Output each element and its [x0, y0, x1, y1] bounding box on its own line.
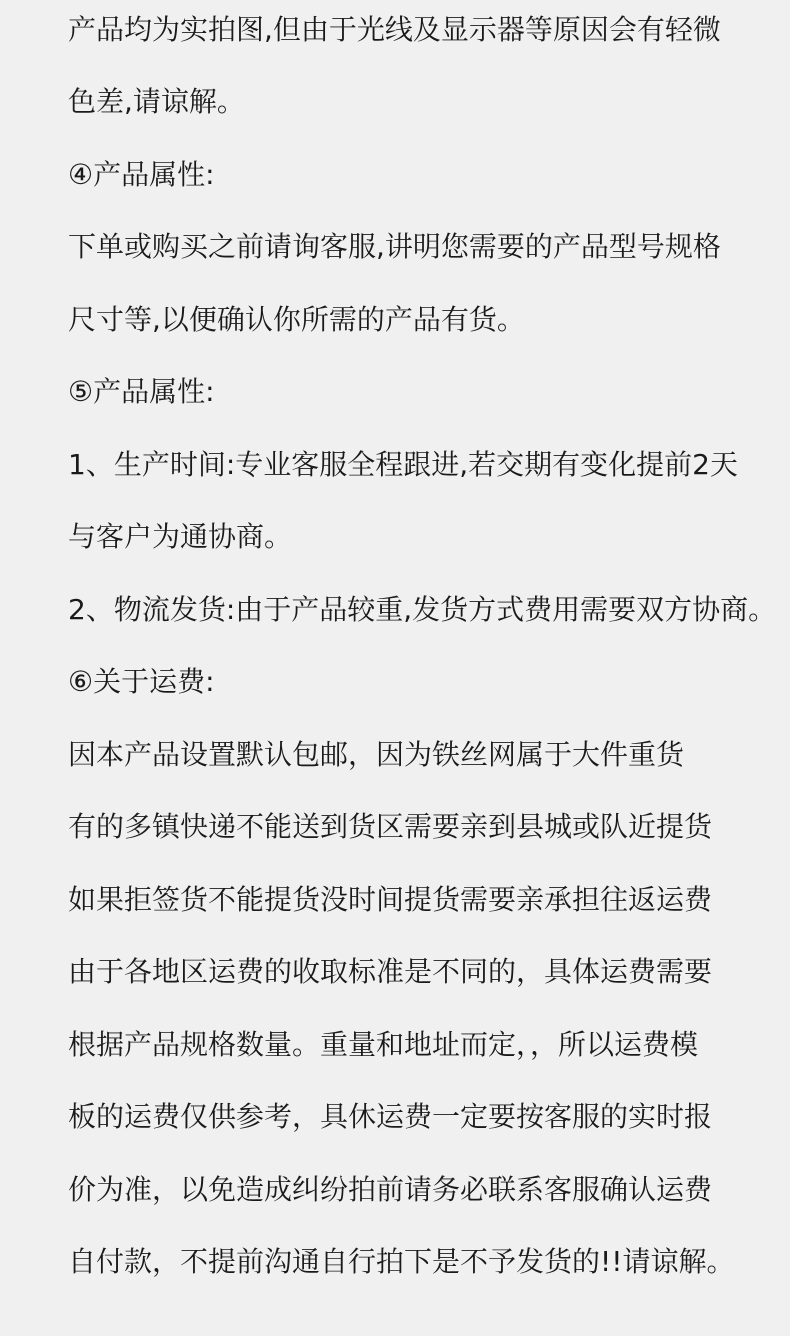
notice-line: 色差,请谅解。 — [68, 85, 245, 118]
notice-line: 有的多镇快递不能送到货区需要亲到县城或队近提货 — [68, 810, 713, 843]
notice-line: 根据产品规格数量。重量和地址而定，，所以运费模 — [68, 1028, 699, 1061]
notice-line: 1、生产时间:专业客服全程跟进,若交期有变化提前2天 — [68, 448, 738, 481]
notice-line: 下单或购买之前请询客服,讲明您需要的产品型号规格 — [68, 230, 721, 263]
notice-line: 与客户为通协商。 — [68, 520, 293, 553]
notice-line: 尺寸等,以便确认你所需的产品有货。 — [68, 303, 525, 336]
notice-line: 因本产品设置默认包邮，因为铁丝网属于大件重货 — [68, 738, 685, 771]
section-heading: ⑥关于运费: — [68, 665, 215, 698]
notice-line: 产品均为实拍图,但由于光线及显示器等原因会有轻微 — [68, 13, 721, 46]
notice-line: 由于各地区运费的收取标准是不同的，具体运费需要 — [68, 955, 713, 988]
notice-line: 2、物流发货:由于产品较重,发货方式费用需要双方协商。 — [68, 593, 777, 626]
notice-line: 价为准，以免造成纠纷拍前请务必联系客服确认运费 — [68, 1173, 713, 1206]
section-heading: ⑤产品属性: — [68, 375, 215, 408]
notice-line: 板的运费仅供参考，具休运费一定要按客服的实时报 — [68, 1100, 713, 1133]
notice-line: 自付款，不提前沟通自行拍下是不予发货的!!请谅解。 — [68, 1245, 735, 1278]
notice-line: 如果拒签货不能提货没时间提货需要亲承担往返运费 — [68, 883, 713, 916]
section-heading: ④产品属性: — [68, 158, 215, 191]
